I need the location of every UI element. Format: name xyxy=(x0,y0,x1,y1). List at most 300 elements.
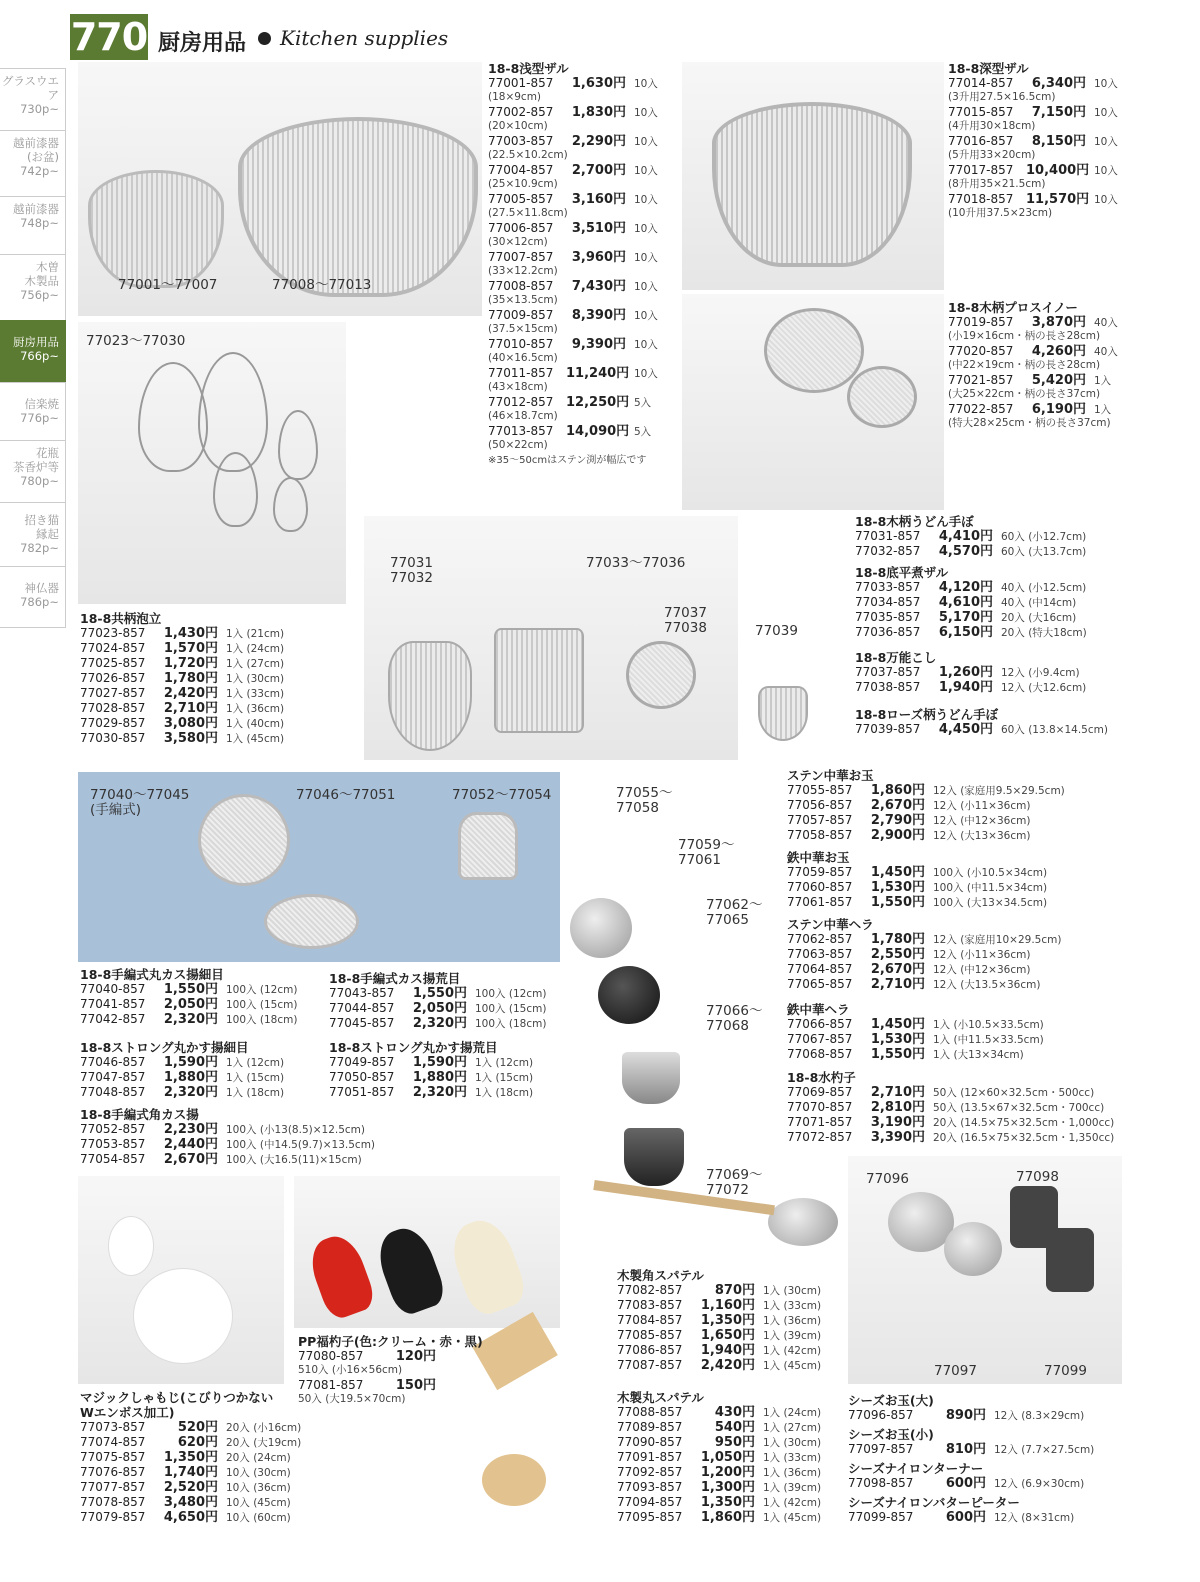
side-tab-vase[interactable] xyxy=(0,440,66,502)
product-code: 77026-857 xyxy=(80,671,146,685)
product-row xyxy=(787,798,1065,813)
product-quantity: 10入 xyxy=(634,252,658,264)
product-code: 77017-857 xyxy=(948,163,1014,177)
product-row xyxy=(80,1085,284,1100)
side-tab-label: 神仏器 786p~ xyxy=(20,581,59,609)
photo-label: 77037 77038 xyxy=(664,605,707,636)
photo-label: 77046〜77051 xyxy=(296,787,396,803)
side-tab-maneki-neko[interactable] xyxy=(0,502,66,566)
product-code: 77084-857 xyxy=(617,1313,683,1327)
product-group xyxy=(787,917,1061,992)
product-quantity: 1入 (30cm) xyxy=(763,1437,822,1449)
product-quantity: 1入 xyxy=(1094,404,1112,416)
photo-label: 77059〜 77061 xyxy=(678,837,735,868)
product-row xyxy=(80,1450,301,1465)
product-row xyxy=(80,1465,301,1480)
group-title: 18-8手編式カス揚荒目 xyxy=(329,971,461,986)
product-quantity: 12入 (小11×36cm) xyxy=(933,949,1031,961)
product-row xyxy=(617,1328,821,1343)
skimmer-image xyxy=(264,894,359,949)
product-code: 77095-857 xyxy=(617,1510,683,1524)
product-row xyxy=(787,1115,1114,1130)
product-row xyxy=(787,962,1061,977)
product-row xyxy=(948,163,1118,178)
product-price: 1,530円 xyxy=(870,1032,925,1047)
product-code: 77063-857 xyxy=(787,947,853,961)
product-row xyxy=(787,895,1047,910)
product-price: 2,700円 xyxy=(571,163,626,178)
page-title: 厨房用品 xyxy=(158,31,247,56)
product-row xyxy=(787,1047,1044,1062)
product-quantity: 1入 (30cm) xyxy=(763,1285,822,1297)
product-row xyxy=(329,1001,546,1016)
product-row xyxy=(488,76,658,91)
group-title: 18-8深型ザル xyxy=(948,61,1029,76)
product-code: 77055-857 xyxy=(787,783,853,797)
product-row xyxy=(80,1435,301,1450)
product-code: 77013-857 xyxy=(488,424,554,438)
product-row xyxy=(80,982,297,997)
product-group xyxy=(298,1334,483,1407)
product-quantity: 10入 xyxy=(634,368,658,380)
product-price: 540円 xyxy=(714,1420,755,1435)
product-code: 77062-857 xyxy=(787,932,853,946)
product-price: 1,550円 xyxy=(163,982,218,997)
photo-rice-paddles xyxy=(78,1176,284,1384)
product-quantity: 100入 (小10.5×34cm) xyxy=(933,867,1048,879)
product-group xyxy=(948,300,1118,431)
product-code: 77078-857 xyxy=(80,1495,146,1509)
product-quantity: 60入 (13.8×14.5cm) xyxy=(1001,724,1108,736)
product-code: 77038-857 xyxy=(855,680,921,694)
product-quantity: 12入 (大12.6cm) xyxy=(1001,682,1087,694)
product-code: 77077-857 xyxy=(80,1480,146,1494)
product-code: 77080-857 xyxy=(298,1349,364,1363)
product-code: 77050-857 xyxy=(329,1070,395,1084)
product-quantity: 12入 (中12×36cm) xyxy=(933,964,1031,976)
product-price: 1,570円 xyxy=(163,641,218,656)
product-row xyxy=(80,1510,301,1525)
paddle-image xyxy=(371,1222,449,1319)
product-code: 77035-857 xyxy=(855,610,921,624)
product-code: 77012-857 xyxy=(488,395,554,409)
product-code: 77064-857 xyxy=(787,962,853,976)
sieve-image xyxy=(626,641,696,709)
spatula-image xyxy=(624,1128,684,1186)
product-row xyxy=(787,977,1061,992)
group-title: 18-8木柄うどん手ぼ xyxy=(855,514,974,529)
product-quantity: 10入 xyxy=(634,107,658,119)
product-code: 77086-857 xyxy=(617,1343,683,1357)
product-quantity: 1入 (27cm) xyxy=(226,658,285,670)
product-row xyxy=(488,308,658,323)
product-quantity: 1入 (中11.5×33.5cm) xyxy=(933,1034,1044,1046)
product-quantity: 1入 (36cm) xyxy=(763,1467,822,1479)
product-quantity: 1入 (39cm) xyxy=(763,1330,822,1342)
product-group xyxy=(787,768,1065,843)
product-price: 1,550円 xyxy=(870,895,925,910)
product-row xyxy=(617,1450,821,1465)
product-code: 77021-857 xyxy=(948,373,1014,387)
product-row xyxy=(787,880,1047,895)
product-price: 1,830円 xyxy=(571,105,626,120)
product-code: 77022-857 xyxy=(948,402,1014,416)
group-title: 鉄中華お玉 xyxy=(787,850,850,865)
product-row xyxy=(80,686,284,701)
product-price: 1,450円 xyxy=(870,865,925,880)
paddle-image xyxy=(304,1230,378,1322)
product-code: 77097-857 xyxy=(848,1442,914,1456)
product-code: 77061-857 xyxy=(787,895,853,909)
product-group xyxy=(80,1040,284,1100)
product-quantity: 50入 (12×60×32.5cm・500cc) xyxy=(933,1087,1095,1099)
product-price: 4,450円 xyxy=(938,722,993,737)
product-row xyxy=(948,134,1118,149)
product-price: 1,350円 xyxy=(163,1450,218,1465)
product-price: 2,230円 xyxy=(163,1122,218,1137)
product-row xyxy=(948,402,1118,417)
side-tab-kiso[interactable] xyxy=(0,254,66,320)
product-price: 9,390円 xyxy=(571,337,626,352)
product-row xyxy=(848,1476,1084,1491)
product-quantity: 10入 xyxy=(634,165,658,177)
product-price: 2,710円 xyxy=(870,1085,925,1100)
product-price: 2,320円 xyxy=(163,1085,218,1100)
side-tab-label: 厨房用品 766p~ xyxy=(13,335,59,363)
product-quantity: 10入 (60cm) xyxy=(226,1512,291,1524)
bullet-icon xyxy=(258,32,271,45)
group-title: シーズナイロンバターピーター xyxy=(848,1495,1020,1510)
group-title: 木製丸スパテル xyxy=(617,1390,704,1405)
group-title: 18-8ストロング丸かす揚細目 xyxy=(80,1040,249,1055)
product-row xyxy=(298,1349,483,1364)
side-tab-shigaraki[interactable] xyxy=(0,382,66,440)
product-code: 77003-857 xyxy=(488,134,554,148)
side-tab-butsugu[interactable] xyxy=(0,566,66,628)
product-price: 1,720円 xyxy=(163,656,218,671)
product-quantity: 10入 xyxy=(634,78,658,90)
whisk-image xyxy=(278,410,318,480)
product-code: 77075-857 xyxy=(80,1450,146,1464)
product-quantity: 100入 (中11.5×34cm) xyxy=(933,882,1048,894)
product-quantity: 1入 (12cm) xyxy=(226,1057,285,1069)
product-price: 1,350円 xyxy=(700,1495,755,1510)
photo-label: 77031 77032 xyxy=(390,555,433,586)
product-code: 77076-857 xyxy=(80,1465,146,1479)
photo-label: 77040〜77045 (手編式) xyxy=(90,787,190,818)
product-quantity: 20入 (大16cm) xyxy=(1001,612,1077,624)
product-price: 2,420円 xyxy=(163,686,218,701)
side-tab-glassware[interactable] xyxy=(0,68,66,130)
product-quantity: 10入 (30cm) xyxy=(226,1467,291,1479)
group-title: ステン中華ヘラ xyxy=(787,917,874,932)
product-code: 77057-857 xyxy=(787,813,853,827)
product-quantity: 20入 (16.5×75×32.5cm・1,350cc) xyxy=(933,1132,1115,1144)
strainer-image xyxy=(238,117,478,297)
product-code: 77032-857 xyxy=(855,544,921,558)
product-price: 3,480円 xyxy=(163,1495,218,1510)
product-quantity: 1入 (45cm) xyxy=(763,1512,822,1524)
photo-label: 77052〜77054 xyxy=(452,787,552,803)
photo-label: 77023〜77030 xyxy=(86,333,186,349)
product-group xyxy=(329,971,546,1031)
photo-label: 77062〜 77065 xyxy=(706,897,763,928)
product-code: 77098-857 xyxy=(848,1476,914,1490)
product-code: 77020-857 xyxy=(948,344,1014,358)
product-quantity: 12入 (大13.5×36cm) xyxy=(933,979,1041,991)
product-price: 1,350円 xyxy=(700,1313,755,1328)
product-quantity: 100入 (18cm) xyxy=(475,1018,547,1030)
product-size: (30×12cm) xyxy=(488,236,548,248)
product-quantity: 100入 (中14.5(9.7)×13.5cm) xyxy=(226,1139,376,1151)
product-code: 77083-857 xyxy=(617,1298,683,1312)
product-code: 77007-857 xyxy=(488,250,554,264)
product-row xyxy=(855,580,1087,595)
product-price: 10,400円 xyxy=(1026,163,1090,178)
product-code: 77028-857 xyxy=(80,701,146,715)
product-code: 77070-857 xyxy=(787,1100,853,1114)
product-quantity: 1入 xyxy=(1094,375,1112,387)
product-price: 2,790円 xyxy=(870,813,925,828)
product-quantity: 100入 (12cm) xyxy=(475,988,547,1000)
product-price: 4,570円 xyxy=(938,544,993,559)
photo-label: 77033〜77036 xyxy=(586,555,686,571)
side-tab-echizen-tray[interactable] xyxy=(0,130,66,196)
side-tab-kitchen[interactable] xyxy=(0,320,66,382)
product-row xyxy=(855,544,1086,559)
product-row xyxy=(488,424,658,439)
product-quantity: 10入 xyxy=(1094,78,1118,90)
product-group xyxy=(855,514,1086,559)
product-row xyxy=(787,783,1065,798)
product-row xyxy=(80,1070,284,1085)
photo-seeds-utensils xyxy=(848,1156,1122,1384)
product-code: 77006-857 xyxy=(488,221,554,235)
product-price: 6,340円 xyxy=(1031,76,1086,91)
product-row xyxy=(329,1085,533,1100)
basket-image xyxy=(758,686,808,741)
product-quantity: 100入 (15cm) xyxy=(226,999,298,1011)
product-row xyxy=(80,1055,284,1070)
product-price: 1,590円 xyxy=(163,1055,218,1070)
product-group xyxy=(787,850,1047,910)
strainer-image xyxy=(712,102,912,267)
product-quantity: 5入 xyxy=(634,397,652,409)
product-code: 77045-857 xyxy=(329,1016,395,1030)
product-row xyxy=(488,337,658,352)
product-code: 77088-857 xyxy=(617,1405,683,1419)
product-size: (50×22cm) xyxy=(488,439,548,451)
product-price: 11,570円 xyxy=(1026,192,1090,207)
product-price: 1,880円 xyxy=(163,1070,218,1085)
product-quantity: 1入 (39cm) xyxy=(763,1482,822,1494)
product-row xyxy=(855,625,1087,640)
product-price: 2,320円 xyxy=(163,1012,218,1027)
group-title: 18-8ストロング丸かす揚荒目 xyxy=(329,1040,498,1055)
product-price: 2,670円 xyxy=(163,1152,218,1167)
product-quantity: 100入 (大16.5(11)×15cm) xyxy=(226,1154,362,1166)
product-code: 77047-857 xyxy=(80,1070,146,1084)
product-code: 77024-857 xyxy=(80,641,146,655)
group-title: シーズナイロンターナー xyxy=(848,1461,984,1476)
product-size: (33×12.2cm) xyxy=(488,265,558,277)
product-code: 77040-857 xyxy=(80,982,146,996)
product-row xyxy=(617,1420,821,1435)
product-price: 1,880円 xyxy=(412,1070,467,1085)
product-row xyxy=(787,1017,1044,1032)
product-size: (3升用27.5×16.5cm) xyxy=(948,91,1056,103)
water-ladle-image xyxy=(768,1198,838,1246)
product-quantity: 100入 (大13×34.5cm) xyxy=(933,897,1048,909)
product-price: 4,410円 xyxy=(938,529,993,544)
product-code: 77051-857 xyxy=(329,1085,395,1099)
product-price: 520円 xyxy=(177,1420,218,1435)
product-code: 77033-857 xyxy=(855,580,921,594)
product-row xyxy=(617,1465,821,1480)
product-quantity: 100入 (12cm) xyxy=(226,984,298,996)
product-code: 77042-857 xyxy=(80,1012,146,1026)
product-quantity: 1入 (小10.5×33.5cm) xyxy=(933,1019,1044,1031)
product-row xyxy=(80,1480,301,1495)
product-price: 2,290円 xyxy=(571,134,626,149)
product-price: 3,080円 xyxy=(163,716,218,731)
product-quantity: 10入 xyxy=(1094,194,1118,206)
group-title: シーズお玉(大) xyxy=(848,1393,934,1408)
product-quantity: 1入 (33cm) xyxy=(226,688,285,700)
product-code: 77056-857 xyxy=(787,798,853,812)
product-quantity: 5入 xyxy=(634,426,652,438)
product-group xyxy=(787,1070,1114,1145)
photo-pp-paddles xyxy=(294,1176,560,1328)
product-quantity: 12入 (家庭用9.5×29.5cm) xyxy=(933,785,1065,797)
product-price: 150円 xyxy=(395,1378,436,1393)
product-size: (10升用37.5×23cm) xyxy=(948,207,1053,219)
product-code: 77066-857 xyxy=(787,1017,853,1031)
product-code: 77090-857 xyxy=(617,1435,683,1449)
sieve-image xyxy=(847,366,917,428)
product-quantity: 1入 (24cm) xyxy=(763,1407,822,1419)
product-price: 1,050円 xyxy=(700,1450,755,1465)
product-row xyxy=(848,1442,1094,1457)
product-price: 430円 xyxy=(714,1405,755,1420)
product-code: 77043-857 xyxy=(329,986,395,1000)
paddle-image xyxy=(133,1268,233,1364)
product-code: 77005-857 xyxy=(488,192,554,206)
group-title: シーズお玉(小) xyxy=(848,1427,934,1442)
product-size: (22.5×10.2cm) xyxy=(488,149,568,161)
product-group xyxy=(848,1495,1074,1525)
product-quantity: 1入 (27cm) xyxy=(763,1422,822,1434)
product-price: 620円 xyxy=(177,1435,218,1450)
product-row xyxy=(787,932,1061,947)
product-code: 77060-857 xyxy=(787,880,853,894)
product-row xyxy=(617,1358,821,1373)
product-quantity: 60入 (大13.7cm) xyxy=(1001,546,1087,558)
product-size: (小19×16cm・柄の長さ28cm) xyxy=(948,330,1101,342)
product-size: (40×16.5cm) xyxy=(488,352,558,364)
product-row xyxy=(617,1343,821,1358)
product-row xyxy=(855,595,1087,610)
product-row xyxy=(80,1495,301,1510)
product-price: 2,550円 xyxy=(870,947,925,962)
group-title: 18-8浅型ザル xyxy=(488,61,569,76)
product-code: 77011-857 xyxy=(488,366,554,380)
product-price: 870円 xyxy=(714,1283,755,1298)
product-price: 6,190円 xyxy=(1031,402,1086,417)
product-quantity: 12入 (中12×36cm) xyxy=(933,815,1031,827)
product-price: 1,650円 xyxy=(700,1328,755,1343)
product-quantity: 1入 (18cm) xyxy=(226,1087,285,1099)
group-title: 18-8ローズ柄うどん手ぼ xyxy=(855,707,999,722)
product-row xyxy=(80,1420,301,1435)
product-code: 77016-857 xyxy=(948,134,1014,148)
product-price: 1,260円 xyxy=(938,665,993,680)
product-price: 11,240円 xyxy=(566,366,630,381)
product-price: 1,590円 xyxy=(412,1055,467,1070)
group-title: 18-8底平煮ザル xyxy=(855,565,949,580)
side-tab-label: 木曽 木製品 756p~ xyxy=(20,260,59,302)
side-tab-label: 招き猫 縁起 782p~ xyxy=(20,513,59,555)
product-row xyxy=(948,105,1118,120)
product-price: 890円 xyxy=(945,1408,986,1423)
product-row xyxy=(80,1122,375,1137)
product-price: 1,530円 xyxy=(870,880,925,895)
product-row xyxy=(787,1032,1044,1047)
side-tab-echizen[interactable] xyxy=(0,196,66,254)
product-row xyxy=(329,1070,533,1085)
product-quantity: 1入 (12cm) xyxy=(475,1057,534,1069)
product-quantity: 1入 (18cm) xyxy=(475,1087,534,1099)
product-price: 1,160円 xyxy=(700,1298,755,1313)
product-quantity: 12入 (大13×36cm) xyxy=(933,830,1031,842)
product-quantity: 12入 (小9.4cm) xyxy=(1001,667,1080,679)
product-size: (25×10.9cm) xyxy=(488,178,558,190)
product-group xyxy=(617,1390,821,1525)
product-row xyxy=(787,1100,1114,1115)
product-code: 77039-857 xyxy=(855,722,921,736)
product-size: (4升用30×18cm) xyxy=(948,120,1036,132)
side-tab-label: 花瓶 茶香炉等 780p~ xyxy=(13,446,59,488)
product-quantity: 40入 (小12.5cm) xyxy=(1001,582,1087,594)
product-size: (中22×19cm・柄の長さ28cm) xyxy=(948,359,1101,371)
product-row xyxy=(948,344,1118,359)
product-row xyxy=(617,1480,821,1495)
product-row xyxy=(80,701,284,716)
photo-whisks xyxy=(78,322,346,604)
product-row xyxy=(80,997,297,1012)
product-code: 77079-857 xyxy=(80,1510,146,1524)
product-price: 12,250円 xyxy=(566,395,630,410)
product-code: 77089-857 xyxy=(617,1420,683,1434)
side-tab-label: 信楽焼 776p~ xyxy=(20,397,59,425)
product-size: 50入 (大19.5×70cm) xyxy=(298,1393,406,1405)
product-row xyxy=(488,105,658,120)
product-code: 77044-857 xyxy=(329,1001,395,1015)
product-row xyxy=(488,279,658,294)
product-price: 1,780円 xyxy=(870,932,925,947)
product-price: 2,320円 xyxy=(412,1016,467,1031)
product-code: 77002-857 xyxy=(488,105,554,119)
product-quantity: 12入 (7.7×27.5cm) xyxy=(994,1444,1095,1456)
product-row xyxy=(948,315,1118,330)
photo-label: 77039 xyxy=(755,623,798,639)
product-quantity: 60入 (小12.7cm) xyxy=(1001,531,1087,543)
product-row xyxy=(617,1405,821,1420)
product-code: 77014-857 xyxy=(948,76,1014,90)
product-code: 77093-857 xyxy=(617,1480,683,1494)
group-title: 18-8共柄泡立 xyxy=(80,611,162,626)
product-price: 810円 xyxy=(945,1442,986,1457)
